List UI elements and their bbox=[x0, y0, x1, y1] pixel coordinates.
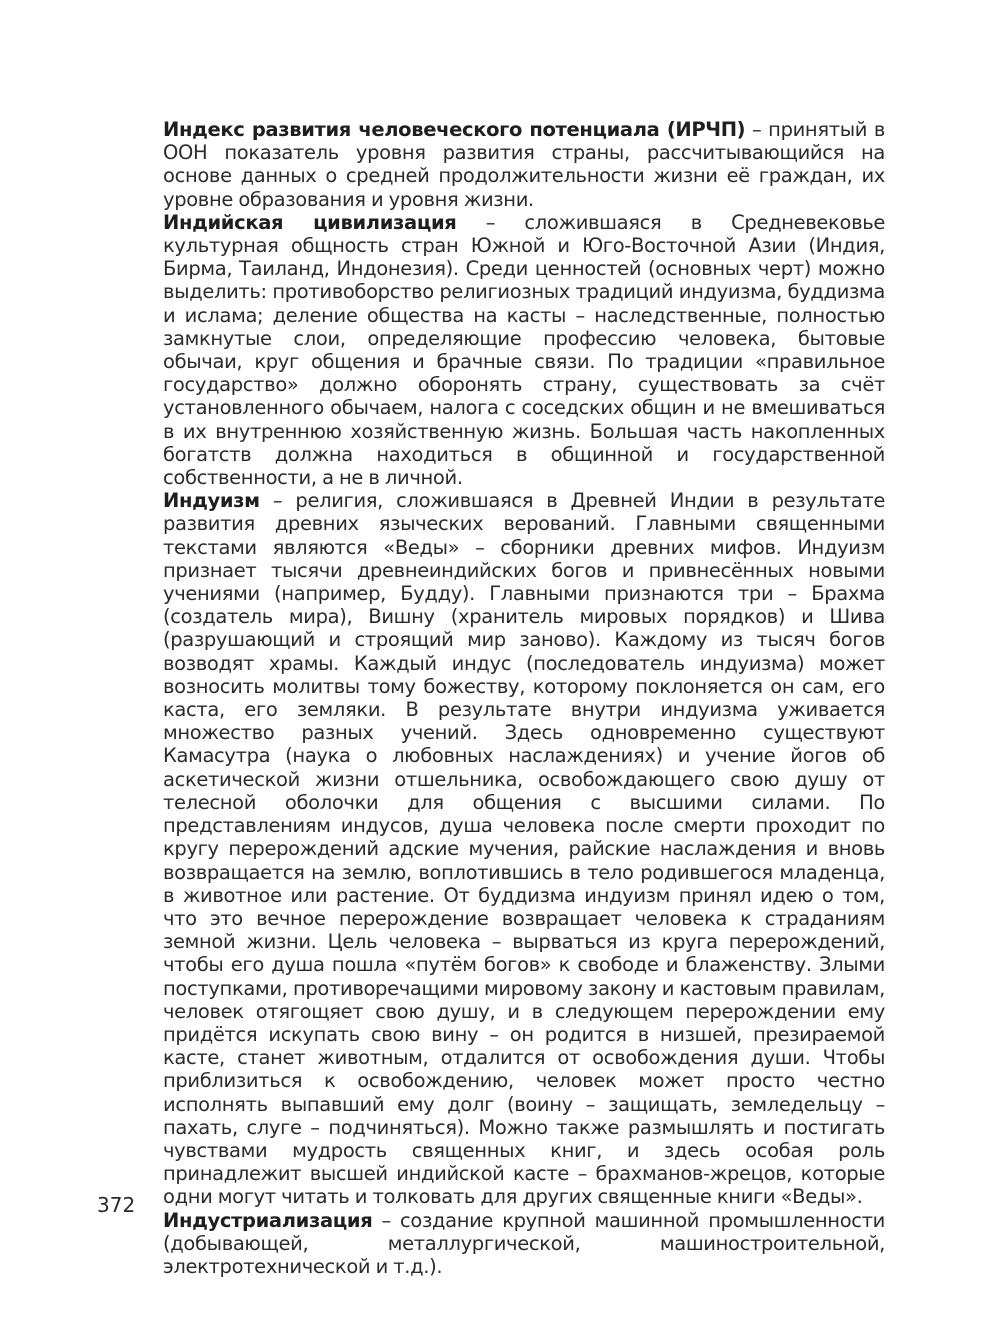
term-hdi: Индекс развития человеческого потенциала (ИРЧП) bbox=[163, 118, 746, 141]
term-indian-civilization: Индийская цивилизация bbox=[163, 210, 457, 234]
glossary-entry-indian-civilization bbox=[163, 211, 885, 489]
glossary-entry-hdi bbox=[163, 118, 885, 211]
glossary-entry-industrialization bbox=[163, 1209, 885, 1279]
definition-indian-civilization: – сложившаяся в Средневековье культурная общность стран Южной и Юго-Восточной Азии (Индия, Бирма, Таиланд, Индонезия). Среди ценностей (основных черт) можно выделить: противоборство религиозных традиций индуизма, буддизма и ислама; деление общества на касты – наследственные, полностью замкнутые слои, определяющие профессию человека, бытовые обычаи, круг общения и брачные связи. По традиции «правильное государство» должно оборонять страну, существовать за счёт установленного обычаем, налога с соседских общин и не вмешиваться в их внутреннюю хозяйственную жизнь. Большая часть накопленных богатств должна находиться в общинной и государственной собственности, а не в личной. bbox=[163, 210, 885, 490]
glossary-text bbox=[163, 118, 885, 1278]
term-industrialization: Индустриализация bbox=[163, 1208, 373, 1232]
definition-hinduism: – религия, сложившаяся в Древней Индии в результате развития древних языческих верований. Главными священными текстами являются «Веды» – сборники древних мифов. Индуизм признает тысячи древнеиндийских богов и привнесённых новыми учениями (например, Будду). Главными признаются три – Брахма (создатель мира), Вишну (хранитель мировых порядков) и Шива (разрушающий и строящий мир заново). Каждому из тысяч богов возводят храмы. Каждый индус (последователь индуизма) может возносить молитвы тому божеству, которому поклоняется он сам, его каста, его земляки. В результате внутри индуизма уживается множество разных учений. Здесь одновременно существуют Камасутра (наука о любовных наслаждениях) и учение йогов об аскетической жизни отшельника, освобождающего свою душу от телесной оболочки для общения с высшими силами. По представлениям индусов, душа человека после смерти проходит по кругу перерождений адские мучения, райские наслаждения и вновь возвращается на землю, воплотившись в тело родившегося младенца, в животное или растение. От буддизма индуизм принял идею о том, что это вечное перерождение возвращает человека к страданиям земной жизни. Цель человека – вырваться из круга перерождений, чтобы его душа пошла «путём богов» к свободе и блаженству. Злыми поступками, противоречащими мировому закону и кастовым правилам, человек отягощяет свою душу, и в следующем перерождении ему придётся искупать свою вину – он родится в низшей, презираемой касте, станет животным, отдалится от освобождения души. Чтобы приблизиться к освобождению, человек может просто честно исполнять выпавший ему долг (воину – защищать, земледельцу – пахать, слуге – подчиняться). Можно также размышлять и постигать чувствами мудрость священных книг, и здесь особая роль принадлежит высшей индийской касте – брахманов-жрецов, которые одни могут читать и толковать для других священные книги «Веды». bbox=[163, 489, 885, 1209]
definition-hdi: – принятый в ООН показатель уровня развития страны, рассчитывающийся на основе данных о средней продолжительности жизни её граждан, их уровне образования и уровня жизни. bbox=[163, 118, 885, 211]
definition-industrialization: – создание крупной машинной промышленности (добывающей, металлургической, машиностроительной, электротехнической и т.д.). bbox=[163, 1208, 885, 1278]
glossary-entry-hinduism bbox=[163, 489, 885, 1208]
term-hinduism: Индуизм bbox=[163, 489, 260, 513]
page-number: 372 bbox=[97, 1193, 136, 1217]
